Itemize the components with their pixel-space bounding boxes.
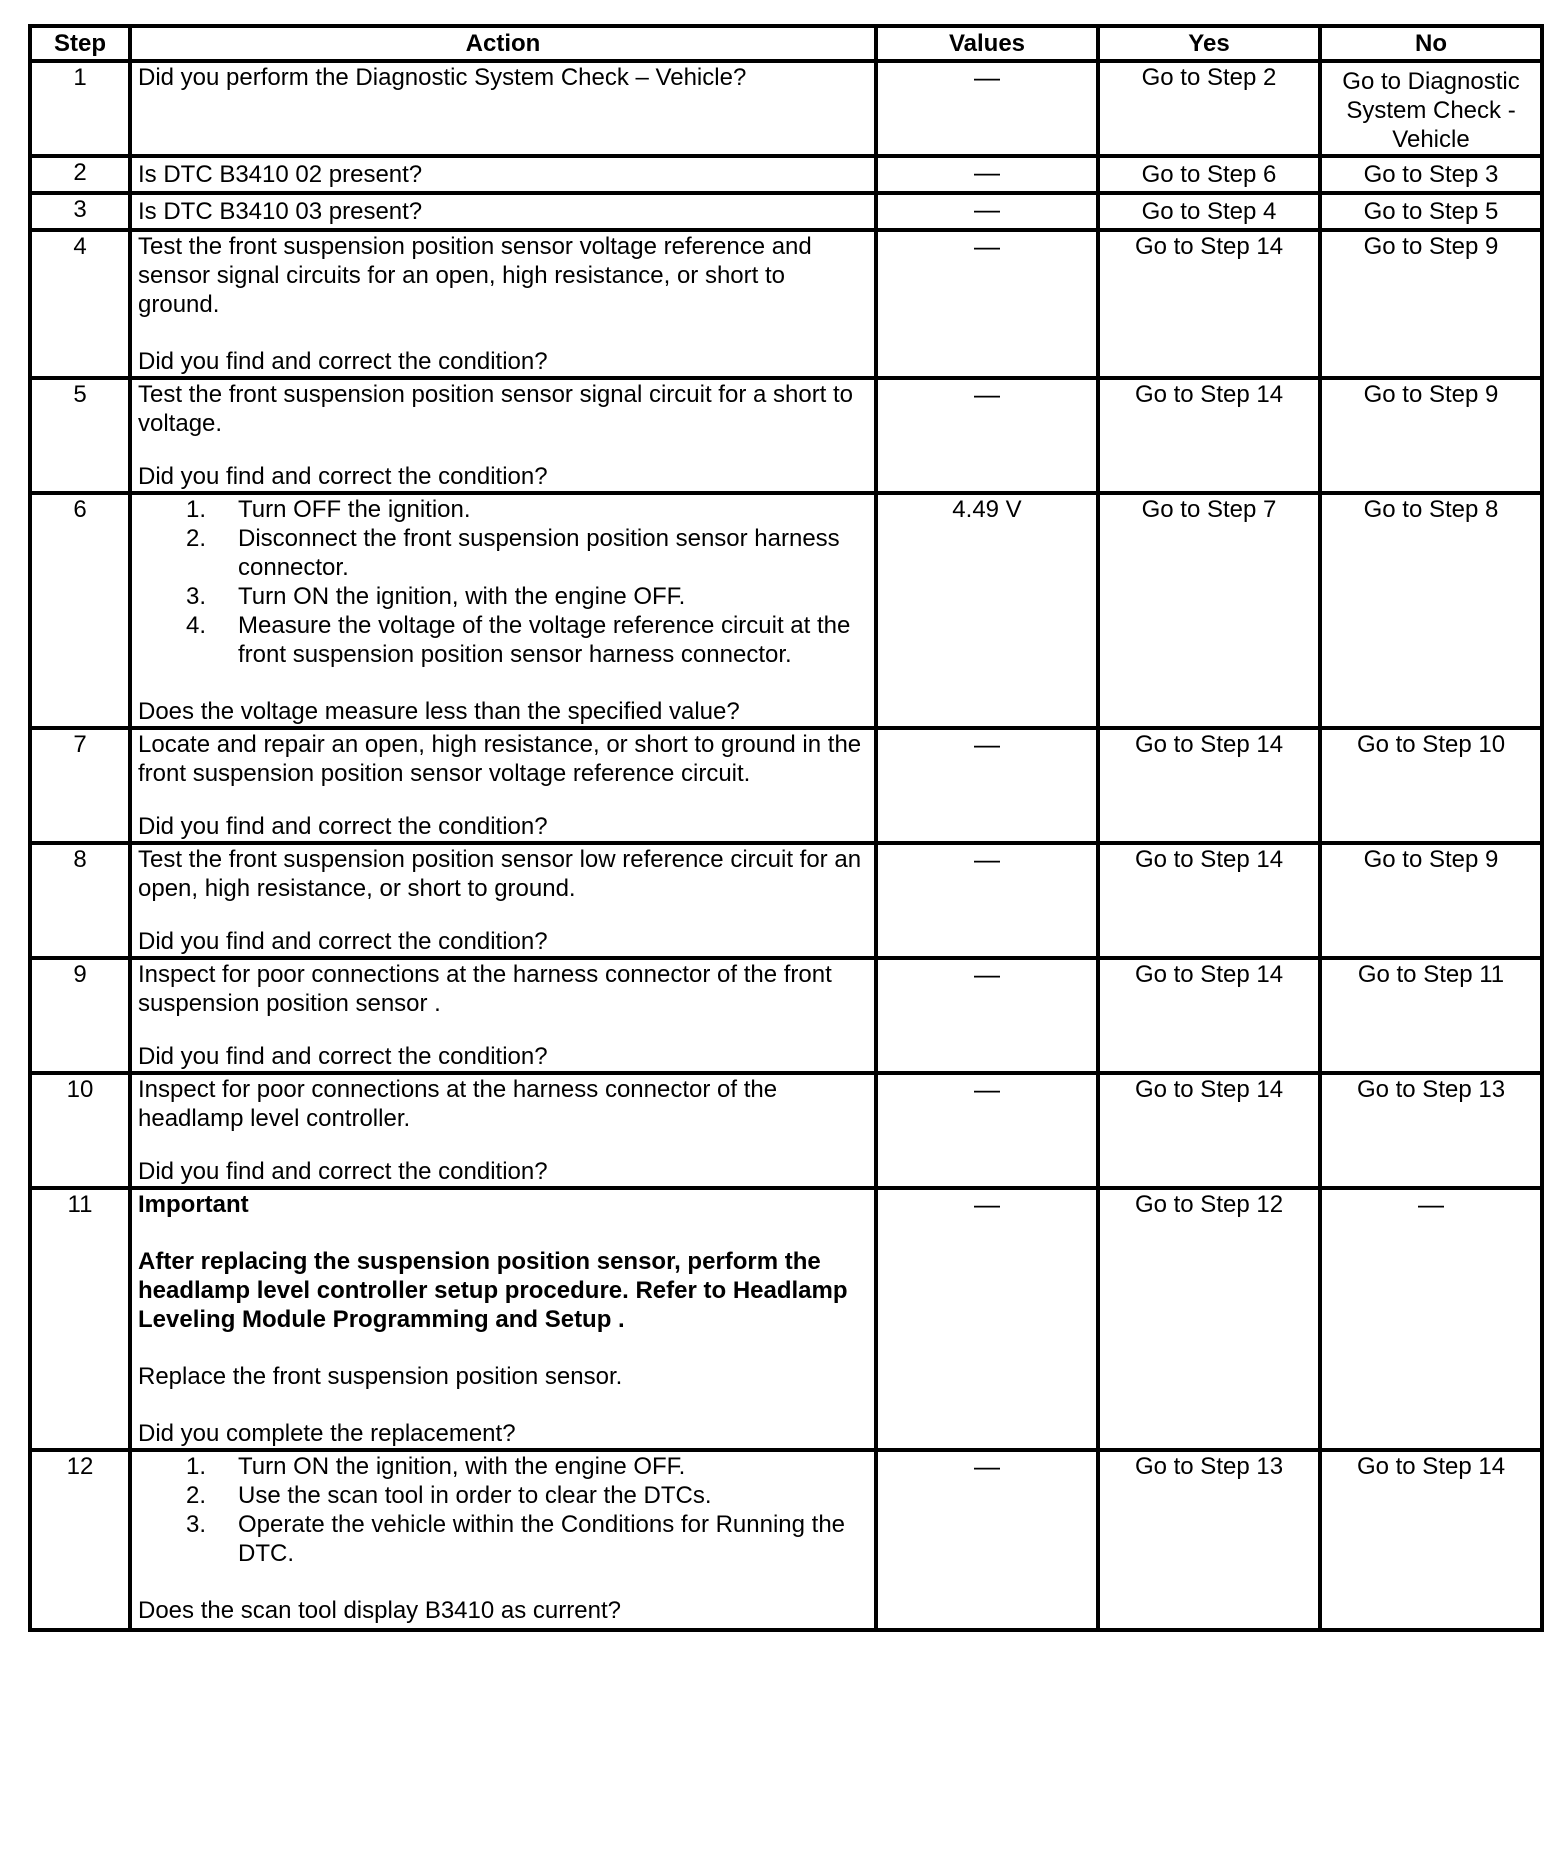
action-text: Replace the front suspension position sensor.	[138, 1363, 623, 1390]
yes-cell: Go to Step 6	[1098, 156, 1320, 193]
instruction-list	[138, 1452, 868, 1568]
values-cell: —	[876, 230, 1098, 378]
list-item: 3. Turn ON the ignition, with the engine OFF.	[186, 583, 686, 610]
action-cell	[130, 378, 876, 493]
action-question: Did you find and correct the condition?	[138, 1043, 548, 1070]
action-text: Locate and repair an open, high resistance, or short to ground in the front suspension position sensor voltage reference circuit.	[138, 731, 862, 787]
table-row	[30, 493, 1542, 728]
action-cell	[130, 1450, 876, 1630]
table-row	[30, 728, 1542, 843]
important-note: After replacing the suspension position sensor, perform the headlamp level controller setup procedure. Refer to Headlamp Leveling Module Programming and Setup .	[138, 1248, 848, 1333]
action-question: Did you find and correct the condition?	[138, 1158, 548, 1185]
step-number: 10	[30, 1073, 130, 1188]
yes-cell: Go to Step 14	[1098, 378, 1320, 493]
step-number: 11	[30, 1188, 130, 1450]
action-text: Inspect for poor connections at the harness connector of the headlamp level controller.	[138, 1076, 778, 1132]
no-cell: Go to Step 9	[1320, 378, 1542, 493]
action-text: Test the front suspension position sensor signal circuit for a short to voltage.	[138, 381, 854, 437]
table-row	[30, 1188, 1542, 1450]
values-cell: —	[876, 728, 1098, 843]
action-question: Did you find and correct the condition?	[138, 813, 548, 840]
no-cell: Go to Step 8	[1320, 493, 1542, 728]
list-item: 2. Disconnect the front suspension position sensor harness connector.	[186, 525, 840, 581]
instruction-list	[138, 495, 868, 669]
yes-cell: Go to Step 7	[1098, 493, 1320, 728]
header-values: Values	[876, 26, 1098, 61]
step-number: 5	[30, 378, 130, 493]
action-question: Does the voltage measure less than the specified value?	[138, 698, 740, 725]
values-cell: —	[876, 378, 1098, 493]
step-number: 7	[30, 728, 130, 843]
yes-cell: Go to Step 4	[1098, 193, 1320, 230]
values-cell: —	[876, 193, 1098, 230]
table-row	[30, 843, 1542, 958]
step-number: 2	[30, 156, 130, 193]
diagnostic-table	[28, 24, 1544, 1632]
header-no: No	[1320, 26, 1542, 61]
action-cell	[130, 728, 876, 843]
action-text: Test the front suspension position sensor low reference circuit for an open, high resistance, or short to ground.	[138, 846, 862, 902]
action-cell	[130, 493, 876, 728]
no-cell: Go to Step 10	[1320, 728, 1542, 843]
no-cell: Go to Step 9	[1320, 230, 1542, 378]
table-row	[30, 61, 1542, 156]
action-question: Did you complete the replacement?	[138, 1420, 516, 1447]
header-row	[30, 26, 1542, 61]
table-row	[30, 230, 1542, 378]
action-question: Does the scan tool display B3410 as current?	[138, 1597, 621, 1624]
step-number: 9	[30, 958, 130, 1073]
values-cell: —	[876, 61, 1098, 156]
action-text: Inspect for poor connections at the harness connector of the front suspension position sensor .	[138, 961, 832, 1017]
action-cell	[130, 61, 876, 156]
values-cell: —	[876, 156, 1098, 193]
list-item: 3. Operate the vehicle within the Conditions for Running the DTC.	[186, 1511, 846, 1567]
table-row	[30, 378, 1542, 493]
no-cell: Go to Diagnostic System Check - Vehicle	[1320, 61, 1542, 156]
no-cell: Go to Step 14	[1320, 1450, 1542, 1630]
step-number: 4	[30, 230, 130, 378]
table-row	[30, 1450, 1542, 1630]
action-cell	[130, 230, 876, 378]
values-cell: —	[876, 843, 1098, 958]
action-question: Did you find and correct the condition?	[138, 348, 548, 375]
action-cell	[130, 958, 876, 1073]
values-cell: —	[876, 1073, 1098, 1188]
action-text: Is DTC B3410 02 present?	[138, 161, 423, 188]
list-item: 1. Turn OFF the ignition.	[186, 496, 471, 523]
values-cell: 4.49 V	[876, 493, 1098, 728]
action-cell	[130, 1188, 876, 1450]
yes-cell: Go to Step 13	[1098, 1450, 1320, 1630]
action-question: Did you find and correct the condition?	[138, 928, 548, 955]
table-row	[30, 193, 1542, 230]
action-text: Test the front suspension position sensor voltage reference and sensor signal circuits for an open, high resistance, or short to ground.	[138, 233, 812, 318]
yes-cell: Go to Step 14	[1098, 843, 1320, 958]
table-row	[30, 958, 1542, 1073]
action-text: Did you perform the Diagnostic System Check – Vehicle?	[138, 64, 747, 91]
table-row	[30, 1073, 1542, 1188]
action-question: Did you find and correct the condition?	[138, 463, 548, 490]
values-cell: —	[876, 1188, 1098, 1450]
header-action: Action	[130, 26, 876, 61]
yes-cell: Go to Step 12	[1098, 1188, 1320, 1450]
no-cell: Go to Step 11	[1320, 958, 1542, 1073]
no-cell: Go to Step 5	[1320, 193, 1542, 230]
values-cell: —	[876, 1450, 1098, 1630]
no-cell: Go to Step 9	[1320, 843, 1542, 958]
header-yes: Yes	[1098, 26, 1320, 61]
step-number: 8	[30, 843, 130, 958]
header-step: Step	[30, 26, 130, 61]
no-cell: Go to Step 3	[1320, 156, 1542, 193]
step-number: 3	[30, 193, 130, 230]
list-item: 1. Turn ON the ignition, with the engine OFF.	[186, 1453, 686, 1480]
important-title: Important	[138, 1191, 249, 1218]
yes-cell: Go to Step 14	[1098, 958, 1320, 1073]
step-number: 12	[30, 1450, 130, 1630]
no-cell: —	[1320, 1188, 1542, 1450]
yes-cell: Go to Step 2	[1098, 61, 1320, 156]
values-cell: —	[876, 958, 1098, 1073]
action-cell	[130, 843, 876, 958]
yes-cell: Go to Step 14	[1098, 728, 1320, 843]
step-number: 6	[30, 493, 130, 728]
no-cell: Go to Step 13	[1320, 1073, 1542, 1188]
table-row	[30, 156, 1542, 193]
list-item: 4. Measure the voltage of the voltage reference circuit at the front suspension position sensor harness connector.	[186, 612, 851, 668]
step-number: 1	[30, 61, 130, 156]
list-item: 2. Use the scan tool in order to clear the DTCs.	[186, 1482, 712, 1509]
action-cell	[130, 193, 876, 230]
action-cell	[130, 1073, 876, 1188]
yes-cell: Go to Step 14	[1098, 1073, 1320, 1188]
action-text: Is DTC B3410 03 present?	[138, 198, 423, 225]
action-cell	[130, 156, 876, 193]
yes-cell: Go to Step 14	[1098, 230, 1320, 378]
